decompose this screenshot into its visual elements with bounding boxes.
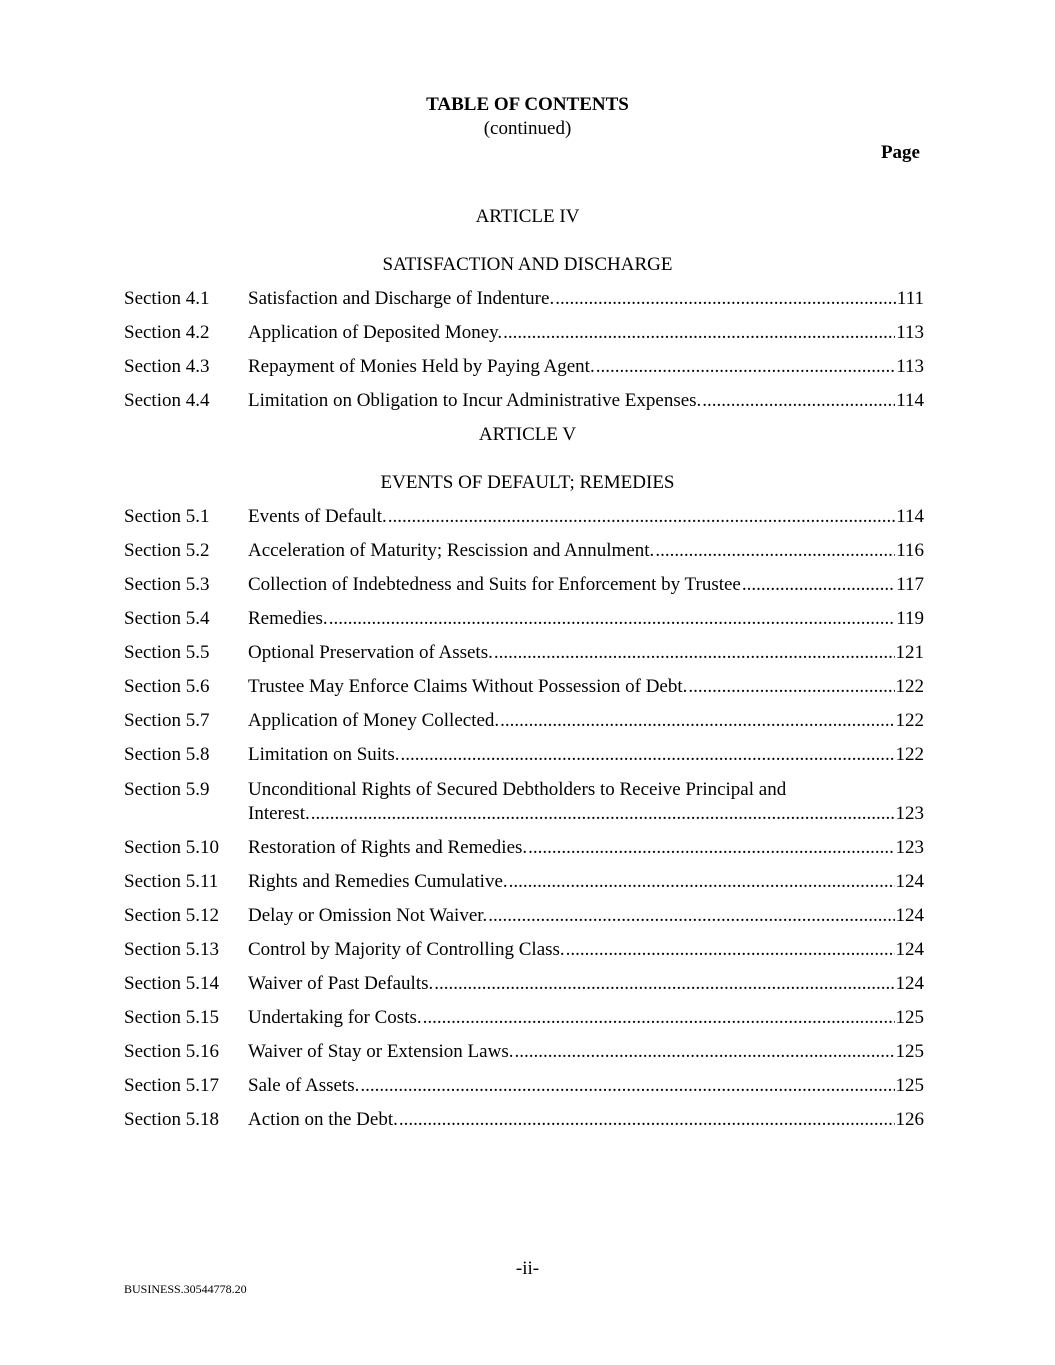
toc-subtitle: (continued): [483, 118, 572, 139]
page-number-ref: 123: [895, 837, 924, 858]
page-number-ref: 122: [895, 676, 924, 697]
toc-entry[interactable]: [124, 871, 924, 893]
toc-entry[interactable]: [124, 676, 924, 698]
page-number-ref: 113: [896, 356, 924, 377]
dot-leader: [311, 802, 895, 826]
section-title: Restoration of Rights and Remedies.: [248, 837, 528, 858]
dot-leader: [388, 506, 895, 528]
section-number: Section 5.12: [124, 905, 219, 926]
page-number-ref: 125: [895, 1007, 924, 1028]
page-number-ref: 124: [895, 905, 924, 926]
toc-entry[interactable]: [124, 1007, 924, 1029]
dot-leader: [399, 1109, 895, 1131]
dot-leader: [503, 322, 895, 344]
section-number: Section 5.11: [124, 871, 219, 892]
page-number-ref: 114: [896, 506, 924, 527]
page-number-ref: 122: [895, 710, 924, 731]
section-title: Limitation on Obligation to Incur Administrative Expenses.: [248, 390, 702, 411]
toc-entry[interactable]: [124, 574, 924, 596]
section-number: Section 5.9: [124, 779, 210, 800]
section-number: Section 5.14: [124, 973, 219, 994]
document-id: BUSINESS.30544778.20: [124, 1282, 247, 1296]
section-title: Repayment of Monies Held by Paying Agent.: [248, 356, 595, 377]
page-number-ref: 125: [895, 1041, 924, 1062]
page-number-ref: 121: [895, 642, 924, 663]
dot-leader: [528, 837, 894, 859]
page-number-ref: 111: [896, 288, 924, 309]
page-number-ref: 113: [896, 322, 924, 343]
toc-entry[interactable]: [124, 939, 924, 961]
section-title: Rights and Remedies Cumulative.: [248, 871, 508, 892]
toc-entry[interactable]: [124, 390, 924, 412]
section-title: Control by Majority of Controlling Class.: [248, 939, 565, 960]
section-number: Section 5.15: [124, 1007, 219, 1028]
section-number: Section 4.1: [124, 288, 210, 309]
dot-leader: [742, 574, 895, 596]
section-number: Section 5.3: [124, 574, 210, 595]
section-title: Application of Money Collected.: [248, 710, 500, 731]
section-number: Section 5.6: [124, 676, 210, 697]
section-title: Satisfaction and Discharge of Indenture.: [248, 288, 555, 309]
toc-entry[interactable]: [124, 608, 924, 630]
section-title: Waiver of Stay or Extension Laws.: [248, 1041, 514, 1062]
section-title-line1: Unconditional Rights of Secured Debtholders to Receive Principal and: [248, 779, 787, 800]
page-number-ref: 124: [895, 973, 924, 994]
dot-leader: [555, 288, 896, 310]
toc-entry[interactable]: [124, 837, 924, 859]
toc-entry[interactable]: [124, 1075, 924, 1097]
page-number-ref: 116: [896, 540, 924, 561]
toc-entry[interactable]: [124, 1041, 924, 1063]
toc-entry[interactable]: [124, 973, 924, 995]
page-number-ref: 117: [896, 574, 924, 595]
page-number-ref: 126: [895, 1109, 924, 1130]
section-title: Limitation on Suits.: [248, 744, 400, 765]
section-title: Collection of Indebtedness and Suits for Enforcement by Trustee: [248, 574, 741, 595]
toc-entry[interactable]: [124, 356, 924, 378]
toc-entry[interactable]: [124, 905, 924, 927]
section-number: Section 5.13: [124, 939, 219, 960]
section-number: Section 5.1: [124, 506, 210, 527]
dot-leader: [688, 676, 894, 698]
section-title: Sale of Assets.: [248, 1075, 360, 1096]
dot-leader: [329, 608, 896, 630]
toc-title: TABLE OF CONTENTS: [426, 94, 629, 115]
section-number: Section 5.17: [124, 1075, 219, 1096]
toc-entry[interactable]: [124, 710, 924, 732]
page-number-ref: 123: [895, 803, 924, 824]
toc-entry[interactable]: [124, 744, 924, 766]
dot-leader: [509, 871, 895, 893]
section-number: Section 5.5: [124, 642, 210, 663]
section-title: Application of Deposited Money.: [248, 322, 503, 343]
section-number: Section 4.4: [124, 390, 210, 411]
dot-leader: [434, 973, 894, 995]
dot-leader: [400, 744, 894, 766]
dot-leader: [494, 642, 895, 664]
dot-leader: [500, 710, 894, 732]
page-column-header: Page: [880, 142, 920, 163]
dot-leader: [655, 540, 895, 562]
toc-entry[interactable]: [124, 288, 924, 310]
toc-entry[interactable]: [124, 642, 924, 664]
dot-leader: [423, 1007, 895, 1029]
dot-leader: [360, 1075, 894, 1097]
section-number: Section 4.3: [124, 356, 210, 377]
dot-leader: [488, 905, 894, 927]
section-title: Remedies.: [248, 608, 328, 629]
page-number-ref: 114: [896, 390, 924, 411]
section-title: Interest.: [248, 803, 310, 824]
page-number-ref: 124: [895, 939, 924, 960]
section-title: Optional Preservation of Assets.: [248, 642, 493, 663]
article-iv-label: ARTICLE IV: [475, 206, 580, 227]
dot-leader: [566, 939, 895, 961]
section-title: Acceleration of Maturity; Rescission and Annulment.: [248, 540, 655, 561]
toc-entry[interactable]: [124, 506, 924, 528]
section-number: Section 5.7: [124, 710, 210, 731]
section-title: Delay or Omission Not Waiver.: [248, 905, 488, 926]
article-v-label: ARTICLE V: [478, 424, 577, 445]
section-title: Action on the Debt.: [248, 1109, 398, 1130]
page-number-ref: 122: [895, 744, 924, 765]
section-number: Section 5.16: [124, 1041, 219, 1062]
toc-entry[interactable]: [124, 322, 924, 344]
dot-leader: [514, 1041, 894, 1063]
dot-leader: [702, 390, 895, 412]
page-number-ref: 125: [895, 1075, 924, 1096]
section-title: Trustee May Enforce Claims Without Possession of Debt.: [248, 676, 688, 697]
page-number-ref: 119: [896, 608, 924, 629]
toc-entry[interactable]: [124, 540, 924, 562]
section-number: Section 5.10: [124, 837, 219, 858]
section-title: Undertaking for Costs.: [248, 1007, 422, 1028]
section-title: Waiver of Past Defaults.: [248, 973, 434, 994]
page-number-ref: 124: [895, 871, 924, 892]
section-number: Section 4.2: [124, 322, 210, 343]
page-number: -ii-: [515, 1258, 540, 1279]
section-number: Section 5.8: [124, 744, 210, 765]
section-number: Section 5.18: [124, 1109, 219, 1130]
section-number: Section 5.2: [124, 540, 210, 561]
article-v-heading: EVENTS OF DEFAULT; REMEDIES: [380, 472, 675, 493]
toc-entry[interactable]: [124, 1109, 924, 1131]
dot-leader: [596, 356, 895, 378]
section-title: Events of Default.: [248, 506, 387, 527]
article-iv-heading: SATISFACTION AND DISCHARGE: [382, 254, 673, 275]
section-number: Section 5.4: [124, 608, 210, 629]
